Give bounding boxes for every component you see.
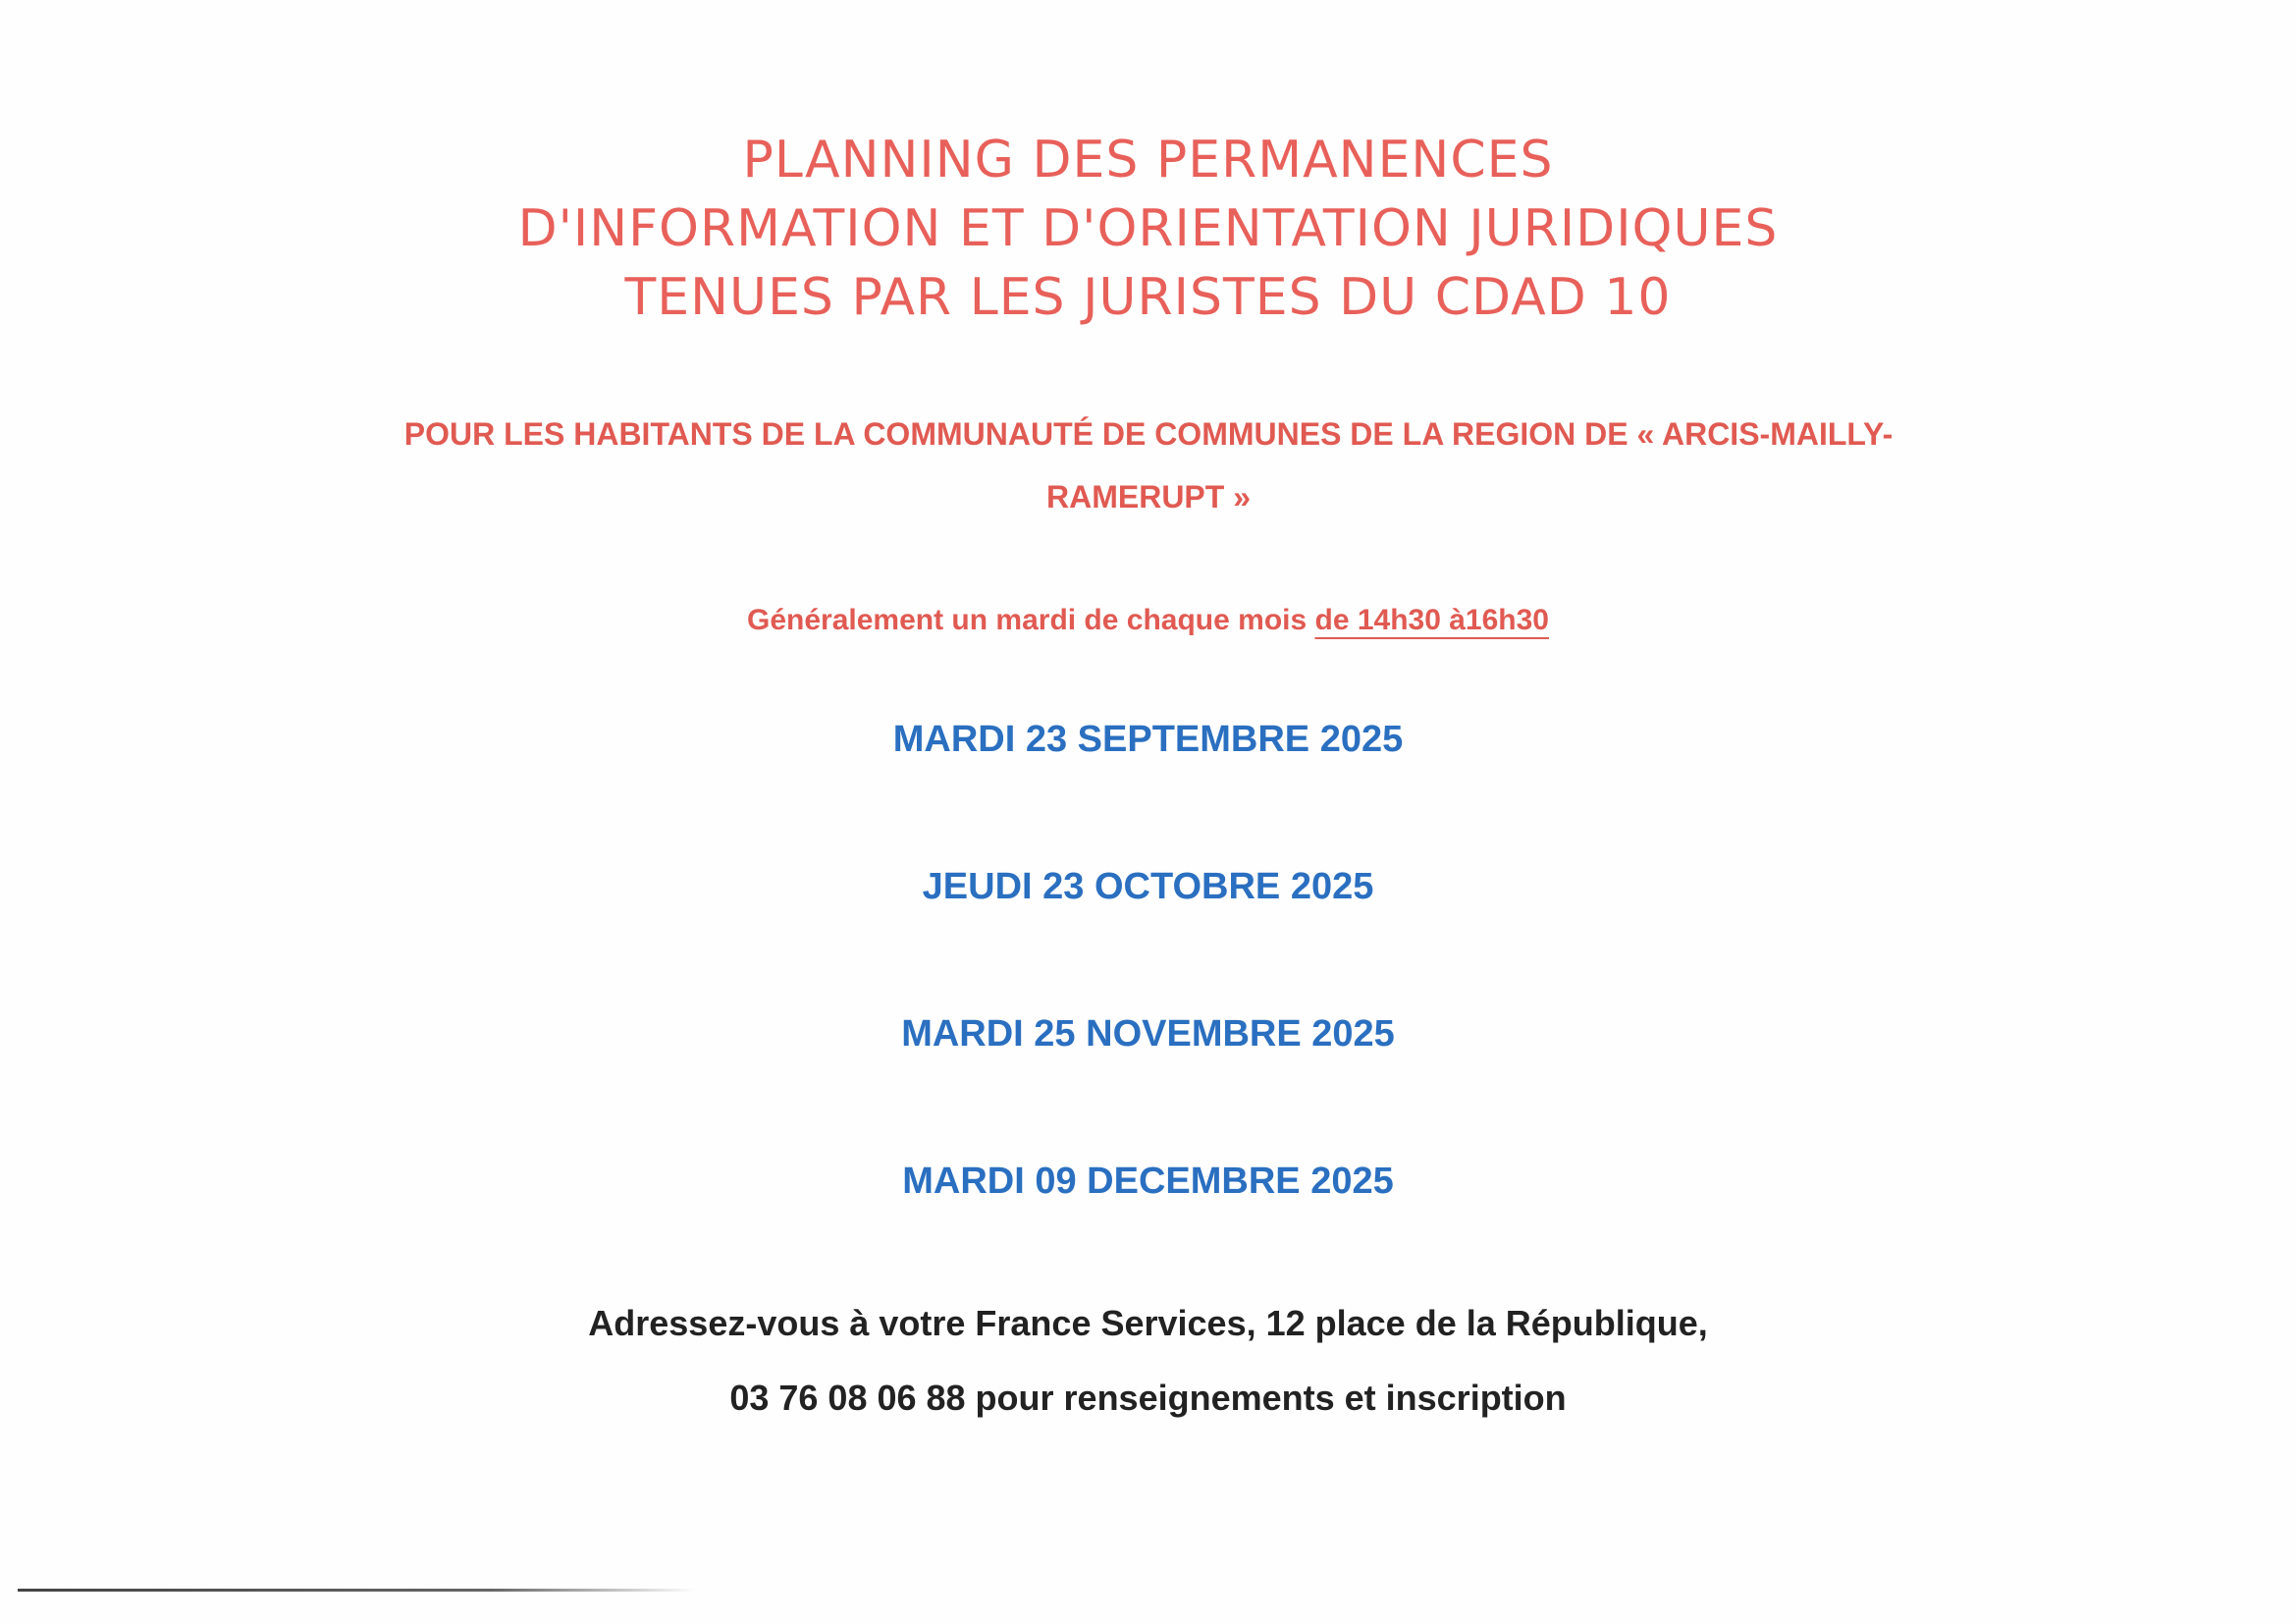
document-title bbox=[0, 126, 2296, 332]
subtitle-line-2: RAMERUPT » bbox=[1045, 479, 1251, 514]
subtitle-line-1: POUR LES HABITANTS DE LA COMMUNAUTÉ DE COMMUNES DE LA REGION DE « ARCIS-MAILLY- bbox=[403, 416, 1894, 452]
contact-info bbox=[0, 1286, 2296, 1435]
contact-address: Adressez-vous à votre France Services, 12 place de la République, bbox=[588, 1303, 1708, 1343]
schedule-text: Généralement un mardi de chaque mois bbox=[747, 604, 1315, 636]
contact-phone: 03 76 08 06 88 pour renseignements et inscription bbox=[729, 1378, 1567, 1418]
session-dates-list bbox=[0, 705, 2296, 1294]
schedule-info bbox=[0, 604, 2296, 637]
title-line-1: PLANNING DES PERMANENCES bbox=[742, 131, 1554, 189]
session-date: MARDI 09 DECEMBRE 2025 bbox=[902, 1161, 1394, 1202]
session-date: MARDI 23 SEPTEMBRE 2025 bbox=[892, 719, 1404, 760]
bottom-divider bbox=[18, 1589, 695, 1592]
session-date: JEUDI 23 OCTOBRE 2025 bbox=[922, 866, 1374, 907]
audience-subtitle bbox=[324, 403, 1973, 528]
title-line-3: TENUES PAR LES JURISTES DU CDAD 10 bbox=[624, 268, 1672, 327]
schedule-hours: de 14h30 à16h30 bbox=[1314, 604, 1549, 636]
session-date: MARDI 25 NOVEMBRE 2025 bbox=[901, 1013, 1395, 1055]
title-line-2: D'INFORMATION ET D'ORIENTATION JURIDIQUES bbox=[517, 199, 1779, 258]
